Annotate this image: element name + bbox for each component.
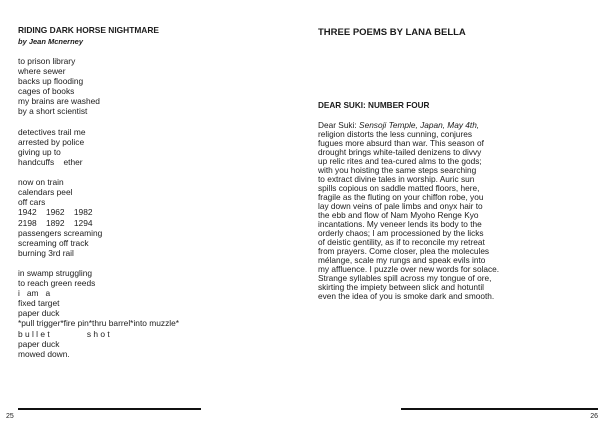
poem-line: giving up to: [18, 146, 61, 157]
poem-line: my affluence. I puzzle over new words for solace.: [318, 264, 500, 275]
poem-line: calendars peel: [18, 187, 73, 198]
footer-rule: [18, 408, 201, 410]
stanza: [18, 177, 179, 258]
poem-line: handcuffs ether: [18, 156, 83, 167]
stanza: [18, 56, 179, 117]
poem-line: mowed down.: [18, 348, 70, 359]
poem-line: drought brings white-tailed denizens to divvy: [318, 146, 482, 157]
poem-line: my brains are washed: [18, 96, 100, 107]
poem-line: Strange syllables spill across my tongue of ore,: [318, 273, 492, 284]
stanza: [18, 268, 179, 359]
poem-line: from prayers. Come closer, plea the molecules: [318, 246, 490, 257]
poem-line: even the idea of you is smoke dark and smooth.: [318, 291, 495, 302]
poem-line: cages of books: [18, 86, 75, 97]
poem-line: spills copious on saddle matted floors, here,: [318, 182, 480, 193]
poem-line: skirting the impiety between slick and hotuntil: [318, 282, 485, 293]
poem-line: fugues more absurd than war. This season of: [318, 137, 484, 148]
poem-body: [18, 56, 179, 359]
feature-title: THREE POEMS BY LANA BELLA: [318, 26, 466, 38]
poem-line: passengers screaming: [18, 227, 103, 238]
poem-line: orderly chaos; I am processioned by the licks: [318, 228, 484, 239]
poem-byline: by Jean Mcnerney: [18, 37, 84, 46]
poem-line: *pull trigger*fire pin*thru barrel*into muzzle*: [18, 318, 180, 329]
dateline: Sensoji Temple, Japan, May 4th,: [359, 119, 480, 130]
poem-line: up relic rites and tea-cured alms to the gods;: [318, 155, 482, 166]
poem-line: 1942 1962 1982: [18, 207, 93, 218]
stanza: [18, 127, 179, 167]
poem-line: incantations. My veneer lends its body to the: [318, 219, 482, 230]
poem-line: paper duck: [18, 338, 60, 349]
poem-line: the ebb and flow of Nam Myoho Renge Kyo: [318, 209, 479, 220]
poem-line: burning 3rd rail: [18, 247, 74, 258]
footer-rule: [401, 408, 598, 410]
poem-line: to extract divine tales in worship. Auric sun: [318, 173, 475, 184]
salutation: Dear Suki:: [318, 119, 360, 130]
poem-line: fixed target: [18, 298, 60, 309]
poem-title: DEAR SUKI: NUMBER FOUR: [318, 101, 430, 110]
poem-line: to reach green reeds: [18, 278, 96, 289]
poem-line: i am a: [18, 288, 51, 299]
poem-title: RIDING DARK HORSE NIGHTMARE: [18, 25, 159, 35]
poem-line: of deistic gentility, as if to reconcile my retreat: [318, 237, 485, 248]
poem-line: screaming off track: [18, 237, 89, 248]
poem-line: lay down veins of pale limbs and onyx hair to: [318, 200, 483, 211]
poem-line: religion distorts the less cunning, conjures: [318, 128, 473, 139]
poem-line: in swamp struggling: [18, 267, 93, 278]
page-number: 25: [6, 413, 14, 420]
poem-line: b u l l e t s h o t: [18, 328, 110, 339]
poem-body: [318, 121, 499, 302]
poem-line: 2198 1892 1294: [18, 217, 93, 228]
page-number: 26: [590, 413, 598, 420]
poem-line: backs up flooding: [18, 76, 84, 87]
poem-line: arrested by police: [18, 136, 85, 147]
poem-line: with you hoisting the same steps searching: [318, 164, 477, 175]
poem-line: fragile as the fluting on your chiffon robe, you: [318, 191, 484, 202]
poem-line: paper duck: [18, 308, 60, 319]
poem-line: by a short scientist: [18, 106, 88, 117]
poem-line: now on train: [18, 177, 64, 188]
poem-line: to prison library: [18, 56, 76, 66]
poem-line: mélange, scale my rungs and speak evils into: [318, 255, 486, 266]
right-page: [300, 0, 600, 424]
poem-line: off cars: [18, 197, 46, 208]
poem-line: where sewer: [18, 66, 66, 77]
poem-line: detectives trail me: [18, 126, 86, 137]
